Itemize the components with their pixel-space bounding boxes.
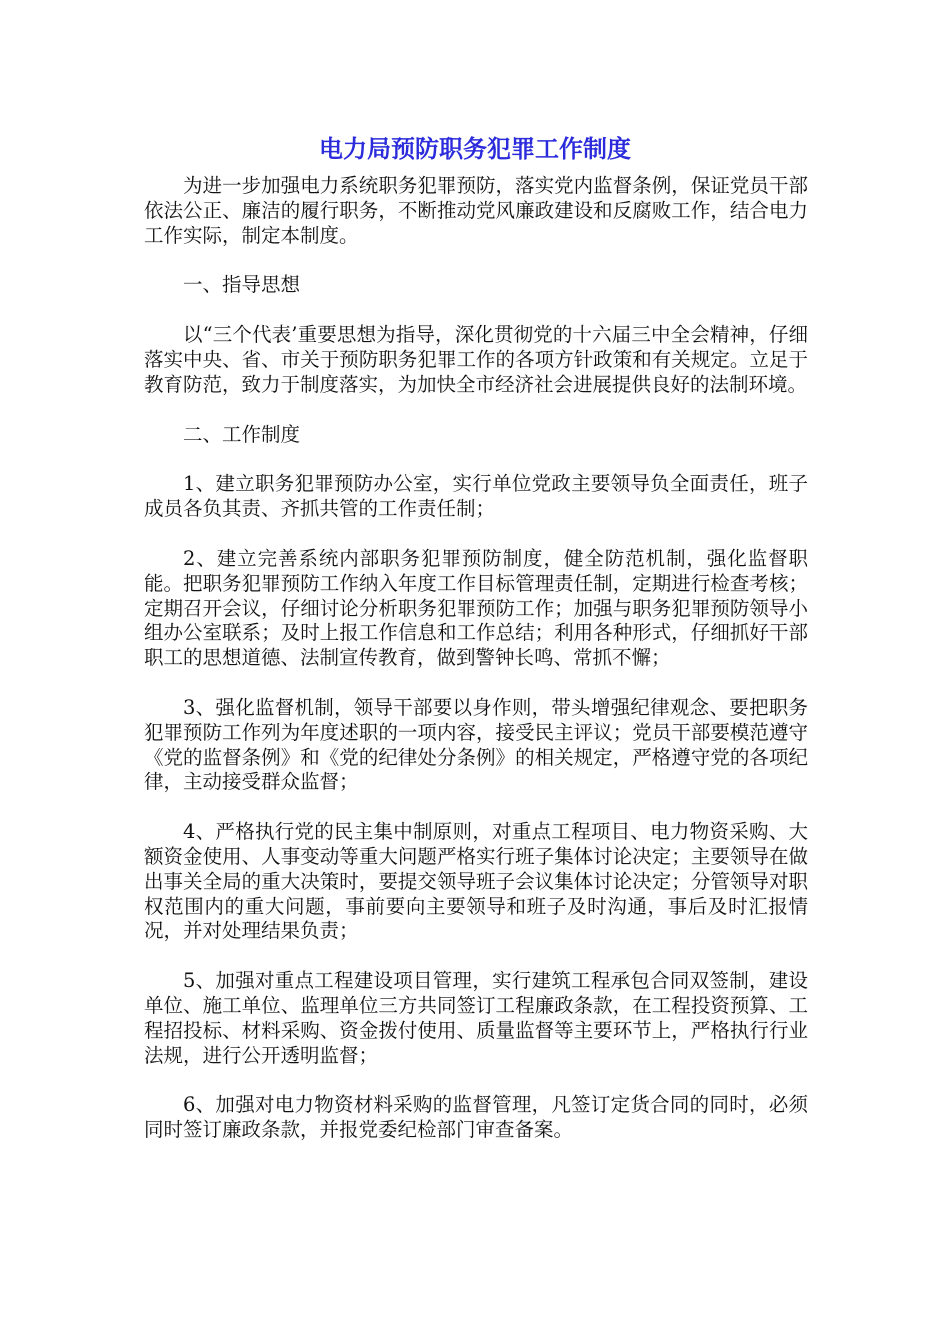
rule-item-4: 4、严格执行党的民主集中制原则，对重点工程项目、电力物资采购、大额资金使用、人事变动等重大问题严格实行班子集体讨论决定；主要领导在做出事关全局的重大决策时，要提交领导班子会议集体讨论决定；分管领导对职权范围内的重大问题，事前要向主要领导和班子及时沟通，事后及时汇报情况，并对处理结果负责； (144, 820, 808, 943)
rule-item-3: 3、强化监督机制，领导干部要以身作则，带头增强纪律观念、要把职务犯罪预防工作列为年度述职的一项内容，接受民主评议；党员干部要模范遵守《党的监督条例》和《党的纪律处分条例》的相关规定，严格遵守党的各项纪律，主动接受群众监督； (144, 695, 808, 794)
rule-item-2: 2、建立完善系统内部职务犯罪预防制度，健全防范机制，强化监督职能。把职务犯罪预防工作纳入年度工作目标管理责任制，定期进行检查考核；定期召开会议，仔细讨论分析职务犯罪预防工作；加强与职务犯罪预防领导小组办公室联系；及时上报工作信息和工作总结；利用各种形式，仔细抓好干部职工的思想道德、法制宣传教育，做到警钟长鸣、常抓不懈； (144, 546, 808, 670)
rule-item-1: 1、建立职务犯罪预防办公室，实行单位党政主要领导负全面责任，班子成员各负其责、齐抓共管的工作责任制； (144, 472, 808, 521)
section-heading-work-system: 二、工作制度 (183, 422, 301, 446)
document-body (144, 174, 808, 1168)
rule-item-5: 5、加强对重点工程建设项目管理，实行建筑工程承包合同双签制，建设单位、施工单位、监理单位三方共同签订工程廉政条款，在工程投资预算、工程招投标、材料采购、资金拨付使用、质量监督等主要环节上，严格执行行业法规，进行公开透明监督； (144, 969, 808, 1067)
rule-item-6: 6、加强对电力物资材料采购的监督管理，凡签订定货合同的同时，必须同时签订廉政条款，并报党委纪检部门审查备案。 (144, 1093, 808, 1142)
document-title: 电力局预防职务犯罪工作制度 (319, 135, 631, 163)
intro-paragraph: 为进一步加强电力系统职务犯罪预防，落实党内监督条例，保证党员干部依法公正、廉洁的履行职务，不断推动党风廉政建设和反腐败工作，结合电力工作实际，制定本制度。 (144, 174, 808, 247)
guiding-thought-paragraph: 以“三个代表’重要思想为指导，深化贯彻党的十六届三中全会精神，仔细落实中央、省、市关于预防职务犯罪工作的各项方针政策和有关规定。立足于教育防范，致力于制度落实，为加快全市经济社会进展提供良好的法制环境。 (144, 323, 808, 396)
section-heading-guiding-thought: 一、指导思想 (183, 273, 301, 297)
